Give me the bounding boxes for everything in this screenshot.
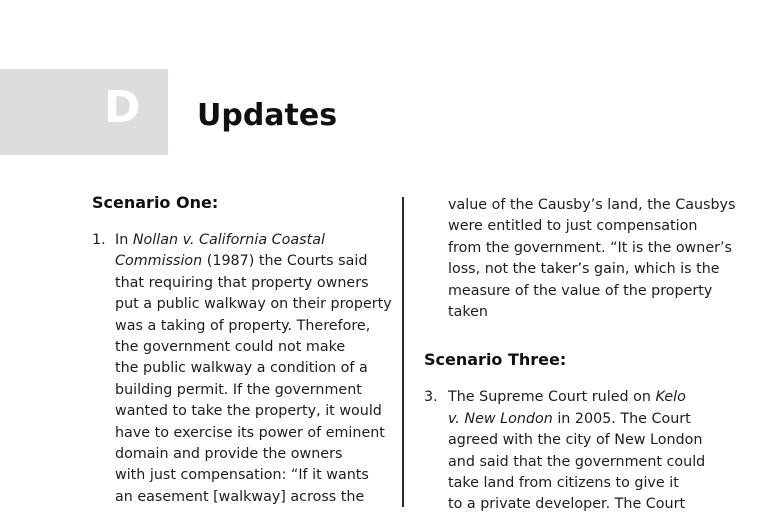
scenario-one-heading: Scenario One: — [92, 193, 219, 212]
text-line — [448, 494, 754, 515]
text-line: value of the Causby’s land, the Causbys — [448, 197, 736, 213]
list-item-3 — [424, 387, 754, 515]
left-column — [92, 193, 392, 508]
text-line — [115, 380, 392, 401]
text-run: to a private developer. The Court — [448, 496, 686, 513]
text-line — [448, 473, 754, 494]
text-run: and said that the government could — [448, 453, 706, 470]
text-line — [115, 401, 392, 422]
italic-text: Kelo — [655, 389, 686, 406]
text-line: from the government. “It is the owner’s — [448, 239, 732, 256]
italic-text: Nollan v. California Coastal — [132, 232, 325, 248]
text-line — [448, 430, 754, 451]
italic-text: Commission — [115, 253, 203, 270]
text-line — [115, 487, 392, 508]
text-line — [115, 294, 392, 315]
text-run: that requiring that property owners — [115, 274, 369, 291]
text-line — [115, 251, 392, 272]
item-number: 3. — [424, 389, 438, 406]
text-run: was a taking of property. Therefore, — [115, 317, 371, 334]
text-line — [115, 423, 392, 444]
text-run: agreed with the city of New London — [448, 432, 703, 449]
text-line — [448, 452, 754, 473]
column-divider — [402, 197, 404, 507]
text-line — [448, 387, 754, 408]
text-run: the public walkway a condition of a — [115, 360, 368, 377]
item-text — [424, 387, 754, 515]
text-run: wanted to take the property, it would — [115, 403, 382, 420]
continued-text — [424, 195, 754, 323]
chapter-letter: D — [104, 82, 141, 133]
text-run: the government could not make — [115, 339, 346, 356]
text-line — [115, 444, 392, 465]
text-line — [115, 316, 392, 337]
text-line: were entitled to just compensation — [448, 218, 698, 235]
text-line — [115, 230, 392, 251]
text-run: an easement [walkway] across the — [115, 488, 365, 505]
item-text — [92, 230, 392, 508]
text-run: take land from citizens to give it — [448, 475, 679, 492]
text-line: measure of the value of the property — [448, 282, 713, 299]
text-run: in 2005. The Court — [552, 410, 691, 427]
text-line — [448, 409, 754, 430]
right-column — [424, 195, 754, 516]
page-title: Updates — [197, 98, 338, 133]
scenario-three-heading: Scenario Three: — [424, 350, 567, 370]
text-line — [115, 358, 392, 379]
list-item-1 — [92, 230, 392, 508]
item-number: 1. — [92, 232, 106, 248]
text-run: building permit. If the government — [115, 381, 362, 398]
text-line — [115, 273, 392, 294]
text-run: The Supreme Court ruled on — [448, 389, 656, 406]
text-run: domain and provide the owners — [115, 446, 343, 463]
text-line — [115, 465, 392, 486]
text-run: have to exercise its power of eminent — [115, 424, 385, 441]
text-line: taken — [448, 304, 488, 321]
text-run: (1987) the Courts said — [202, 253, 368, 270]
text-run: In — [115, 232, 133, 248]
text-line: loss, not the taker’s gain, which is the — [448, 261, 720, 278]
italic-text: v. New London — [448, 410, 553, 427]
text-run: with just compensation: “If it wants — [115, 467, 369, 484]
text-line — [115, 337, 392, 358]
chapter-letter-box — [0, 69, 168, 155]
text-run: put a public walkway on their property — [115, 296, 392, 313]
